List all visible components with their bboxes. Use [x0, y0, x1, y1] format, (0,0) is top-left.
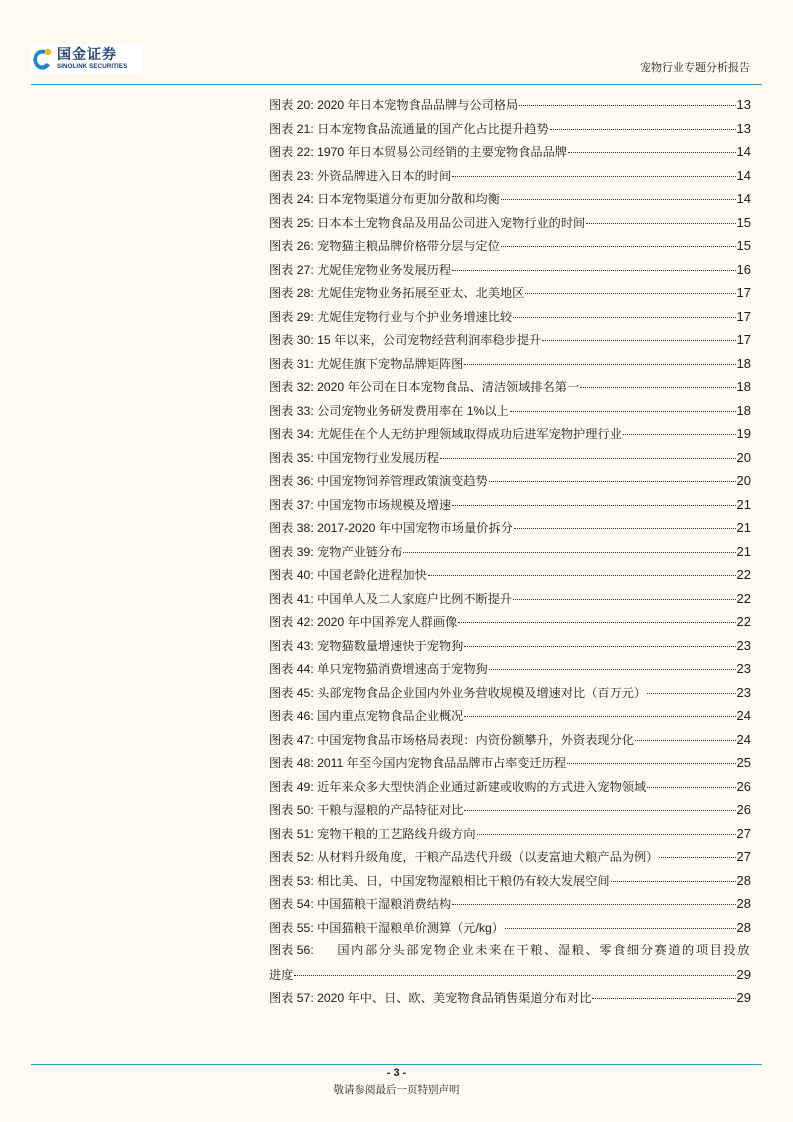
toc-entry-page[interactable]: 24 — [736, 731, 751, 747]
toc-entry-page[interactable]: 28 — [736, 919, 751, 935]
dot-leader — [452, 904, 735, 905]
toc-entry[interactable] — [269, 187, 751, 211]
toc-entry-page[interactable]: 14 — [736, 191, 751, 206]
dot-leader — [464, 646, 735, 647]
dot-leader — [489, 481, 736, 482]
toc-entry-title[interactable]: 图表 49: 近年来众多大型快消企业通过新建或收购的方式进入宠物领域 — [269, 779, 647, 794]
toc-entry[interactable] — [269, 634, 751, 658]
toc-entry-page[interactable]: 27 — [736, 825, 751, 841]
dot-leader — [452, 176, 735, 177]
toc-entry[interactable] — [269, 328, 751, 352]
toc-entry-page[interactable]: 29 — [736, 990, 751, 1005]
toc-entry-page[interactable]: 17 — [736, 285, 751, 300]
dot-leader — [513, 599, 735, 600]
dot-leader — [464, 716, 735, 717]
dot-leader — [567, 763, 735, 764]
toc-entry-page[interactable]: 19 — [736, 426, 751, 441]
dot-leader — [568, 152, 736, 153]
toc-entry-title[interactable]: 图表 43: 宠物猫数量增速快于宠物狗 — [269, 638, 464, 653]
toc-entry[interactable] — [269, 93, 751, 117]
toc-entry-page[interactable]: 23 — [736, 661, 751, 676]
toc-entry[interactable] — [269, 469, 751, 493]
dot-leader — [464, 364, 735, 365]
toc-entry[interactable] — [269, 751, 751, 775]
dot-leader — [428, 575, 736, 576]
toc-entry[interactable] — [269, 869, 751, 893]
toc-entry-number[interactable]: 图表 56: — [269, 943, 314, 957]
toc-entry-title[interactable]: 图表 57: 2020 年中、日、欧、美宠物食品销售渠道分布对比 — [269, 991, 592, 1005]
toc-entry[interactable] — [269, 164, 751, 188]
toc-entry-title[interactable]: 图表 32: 2020 年公司在日本宠物食品、清洁领域排名第一 — [269, 380, 580, 394]
toc-entry-page[interactable]: 15 — [736, 238, 751, 253]
dot-leader — [592, 998, 735, 999]
toc-entry-title[interactable]: 图表 22: 1970 年日本贸易公司经销的主要宠物食品品牌 — [269, 145, 567, 159]
toc-entry[interactable] — [269, 281, 751, 305]
dot-leader — [659, 857, 735, 858]
toc-entry-title[interactable]: 图表 28: 尤妮佳宠物业务拓展至亚太、北美地区 — [269, 286, 525, 300]
toc-entry[interactable] — [269, 140, 751, 164]
toc-entry-title[interactable]: 图表 44: 单只宠物猫消费增速高于宠物狗 — [269, 662, 488, 676]
toc-entry-page[interactable]: 17 — [736, 332, 751, 347]
company-logo — [31, 44, 143, 74]
toc-entry[interactable] — [269, 704, 751, 728]
toc-entry-page[interactable]: 26 — [736, 778, 751, 794]
toc-entry-title[interactable]: 图表 42: 2020 年中国养宠人群画像 — [269, 615, 458, 629]
toc-entry-page[interactable]: 22 — [736, 567, 751, 582]
toc-entry-page[interactable]: 22 — [736, 590, 751, 606]
toc-entry-title[interactable]: 图表 30: 15 年以来，公司宠物经营利润率稳步提升 — [269, 333, 542, 347]
toc-entry-title[interactable]: 图表 39: 宠物产业链分布 — [269, 544, 403, 559]
toc-entry[interactable] — [269, 657, 751, 681]
page-header — [31, 42, 762, 85]
footer-divider — [31, 1064, 762, 1065]
toc-entry-title[interactable]: 图表 52: 从材料升级角度，干粮产品迭代升级（以麦富迪犬粮产品为例） — [269, 850, 659, 864]
dot-leader — [501, 246, 736, 247]
dot-leader — [501, 199, 736, 200]
dot-leader — [458, 622, 735, 623]
toc-entry-title[interactable]: 图表 41: 中国单人及二人家庭户比例不断提升 — [269, 591, 513, 606]
toc-entry-title[interactable]: 图表 25: 日本本土宠物食品及用品公司进入宠物行业的时间 — [269, 215, 586, 230]
dot-leader — [403, 552, 735, 553]
toc-entry-title-continued[interactable]: 进度 — [269, 967, 294, 982]
toc-entry-title[interactable]: 图表 26: 宠物猫主粮品牌价格带分层与定位 — [269, 239, 500, 253]
toc-entry-page[interactable]: 29 — [736, 966, 751, 982]
toc-entry[interactable] — [269, 493, 751, 517]
toc-entry[interactable] — [269, 117, 751, 141]
toc-entry[interactable] — [269, 916, 751, 940]
dot-leader — [611, 881, 736, 882]
dot-leader — [440, 458, 736, 459]
dot-leader — [464, 810, 735, 811]
toc-entry-title[interactable]: 图表 37: 中国宠物市场规模及增速 — [269, 497, 452, 512]
toc-entry-page[interactable]: 14 — [736, 144, 751, 159]
dot-leader — [586, 223, 735, 224]
toc-entry-page[interactable]: 23 — [736, 684, 751, 700]
toc-entry-page[interactable]: 20 — [736, 449, 751, 465]
dot-leader — [525, 293, 735, 294]
report-title: 宠物行业专题分析报告 — [640, 61, 750, 74]
toc-entry-page[interactable]: 18 — [736, 379, 751, 394]
toc-entry-title[interactable]: 图表 46: 国内重点宠物食品企业概况 — [269, 709, 464, 723]
toc-entry[interactable] — [269, 234, 751, 258]
dot-leader — [635, 740, 736, 741]
toc-entry-page[interactable]: 13 — [736, 120, 751, 136]
toc-entry-title[interactable]: 图表 21: 日本宠物食品流通量的国产化占比提升趋势 — [269, 121, 549, 136]
toc-entry[interactable] — [269, 446, 751, 470]
dot-leader — [452, 270, 735, 271]
toc-entry-title[interactable]: 图表 50: 干粮与湿粮的产品特征对比 — [269, 803, 464, 817]
toc-entry-page[interactable]: 15 — [736, 214, 751, 230]
dot-leader — [477, 834, 736, 835]
toc-entry-title[interactable]: 图表 47: 中国宠物食品市场格局表现：内资份额攀升，外资表现分化 — [269, 732, 634, 747]
toc-entry[interactable] — [269, 775, 751, 799]
toc-entry-title[interactable]: 图表 40: 中国老龄化进程加快 — [269, 568, 427, 582]
toc-entry-page[interactable]: 21 — [736, 543, 751, 559]
toc-entry-page[interactable]: 20 — [736, 473, 751, 488]
toc-entry-title[interactable]: 图表 31: 尤妮佳旗下宠物品牌矩阵图 — [269, 356, 464, 371]
toc-entry-page[interactable]: 13 — [736, 97, 751, 112]
toc-entry-title[interactable]: 图表 33: 公司宠物业务研发费用率在 1%以上 — [269, 403, 509, 418]
toc-entry[interactable] — [269, 587, 751, 611]
toc-entry[interactable] — [269, 798, 751, 822]
figure-index-list — [269, 93, 751, 1010]
toc-entry-page[interactable]: 21 — [736, 496, 751, 512]
toc-entry[interactable] — [269, 258, 751, 282]
toc-entry-page[interactable]: 18 — [736, 402, 751, 418]
toc-entry[interactable] — [269, 211, 751, 235]
toc-entry-page[interactable]: 23 — [736, 637, 751, 653]
toc-entry[interactable] — [269, 516, 751, 540]
toc-entry[interactable] — [269, 352, 751, 376]
toc-entry[interactable] — [269, 540, 751, 564]
dot-leader — [510, 411, 736, 412]
toc-entry-title[interactable]: 图表 38: 2017-2020 年中国宠物市场量价拆分 — [269, 521, 513, 535]
toc-entry-title[interactable]: 图表 54: 中国猫粮干湿粮消费结构 — [269, 897, 452, 911]
dot-leader — [623, 434, 736, 435]
toc-entry-title[interactable]: 图表 51: 宠物干粮的工艺路线升级方向 — [269, 826, 476, 841]
dot-leader — [294, 975, 735, 976]
toc-entry-title[interactable]: 图表 35: 中国宠物行业发展历程 — [269, 450, 439, 465]
dot-leader — [519, 105, 735, 106]
toc-entry[interactable] — [269, 422, 751, 446]
toc-entry[interactable] — [269, 986, 751, 1010]
toc-entry-page[interactable]: 28 — [736, 872, 751, 888]
dot-leader — [647, 787, 735, 788]
toc-entry-title[interactable]: 图表 36: 中国宠物饲养管理政策演变趋势 — [269, 474, 488, 488]
dot-leader — [580, 387, 735, 388]
toc-entry-page[interactable]: 22 — [736, 614, 751, 629]
toc-entry[interactable] — [269, 563, 751, 587]
toc-entry-page[interactable]: 28 — [736, 896, 751, 911]
toc-entry-title[interactable]: 图表 48: 2011 年至今国内宠物食品品牌市占率变迁历程 — [269, 756, 567, 770]
logo-english-name: SINOLINK SECURITIES — [57, 63, 128, 71]
dot-leader — [514, 528, 736, 529]
toc-entry-title[interactable]: 图表 23: 外资品牌进入日本的时间 — [269, 168, 452, 183]
toc-entry[interactable] — [269, 375, 751, 399]
dot-leader — [513, 317, 735, 318]
toc-entry-title[interactable]: 图表 24: 日本宠物渠道分布更加分散和均衡 — [269, 192, 500, 206]
logo-mark-icon — [33, 47, 53, 71]
toc-entry-title[interactable]: 图表 45: 头部宠物食品企业国内外业务营收规模及增速对比（百万元） — [269, 685, 647, 700]
toc-entry-title[interactable]: 图表 53: 相比美、日，中国宠物湿粮相比干粮仍有较大发展空间 — [269, 873, 610, 888]
dot-leader — [489, 669, 736, 670]
dot-leader — [550, 129, 736, 130]
toc-entry[interactable] — [269, 892, 751, 916]
toc-entry[interactable] — [269, 939, 751, 986]
footer-disclaimer: 敬请参阅最后一页特别声明 — [333, 1084, 460, 1096]
toc-entry[interactable] — [269, 305, 751, 329]
dot-leader — [647, 693, 735, 694]
toc-entry[interactable] — [269, 681, 751, 705]
toc-entry-page[interactable]: 27 — [736, 849, 751, 864]
page-number: - 3 - — [386, 1067, 407, 1079]
toc-entry-title[interactable]: 国内部分头部宠物企业未来在干粮、湿粮、零食细分赛道的项目投放 — [337, 943, 751, 957]
toc-entry-title[interactable]: 图表 20: 2020 年日本宠物食品品牌与公司格局 — [269, 98, 519, 112]
toc-entry-page[interactable]: 24 — [736, 708, 751, 723]
toc-entry-page[interactable]: 17 — [736, 308, 751, 324]
toc-entry-page[interactable]: 16 — [736, 261, 751, 277]
toc-entry-title[interactable]: 图表 27: 尤妮佳宠物业务发展历程 — [269, 262, 452, 277]
toc-entry-page[interactable]: 21 — [736, 520, 751, 535]
toc-entry-title[interactable]: 图表 55: 中国猫粮干湿粮单价测算（元/kg） — [269, 920, 504, 935]
toc-entry-title[interactable]: 图表 34: 尤妮佳在个人无纺护理领域取得成功后进军宠物护理行业 — [269, 427, 622, 441]
toc-entry-title[interactable]: 图表 29: 尤妮佳宠物行业与个护业务增速比较 — [269, 309, 513, 324]
dot-leader — [452, 505, 735, 506]
toc-entry[interactable] — [269, 822, 751, 846]
logo-chinese-name: 国金证券 — [57, 46, 117, 63]
toc-entry[interactable] — [269, 845, 751, 869]
toc-entry-page[interactable]: 25 — [736, 755, 751, 770]
dot-leader — [505, 928, 736, 929]
toc-entry[interactable] — [269, 728, 751, 752]
toc-entry-page[interactable]: 26 — [736, 802, 751, 817]
dot-leader — [542, 340, 735, 341]
toc-entry[interactable] — [269, 399, 751, 423]
toc-entry[interactable] — [269, 610, 751, 634]
toc-entry-page[interactable]: 18 — [736, 355, 751, 371]
toc-entry-page[interactable]: 14 — [736, 167, 751, 183]
